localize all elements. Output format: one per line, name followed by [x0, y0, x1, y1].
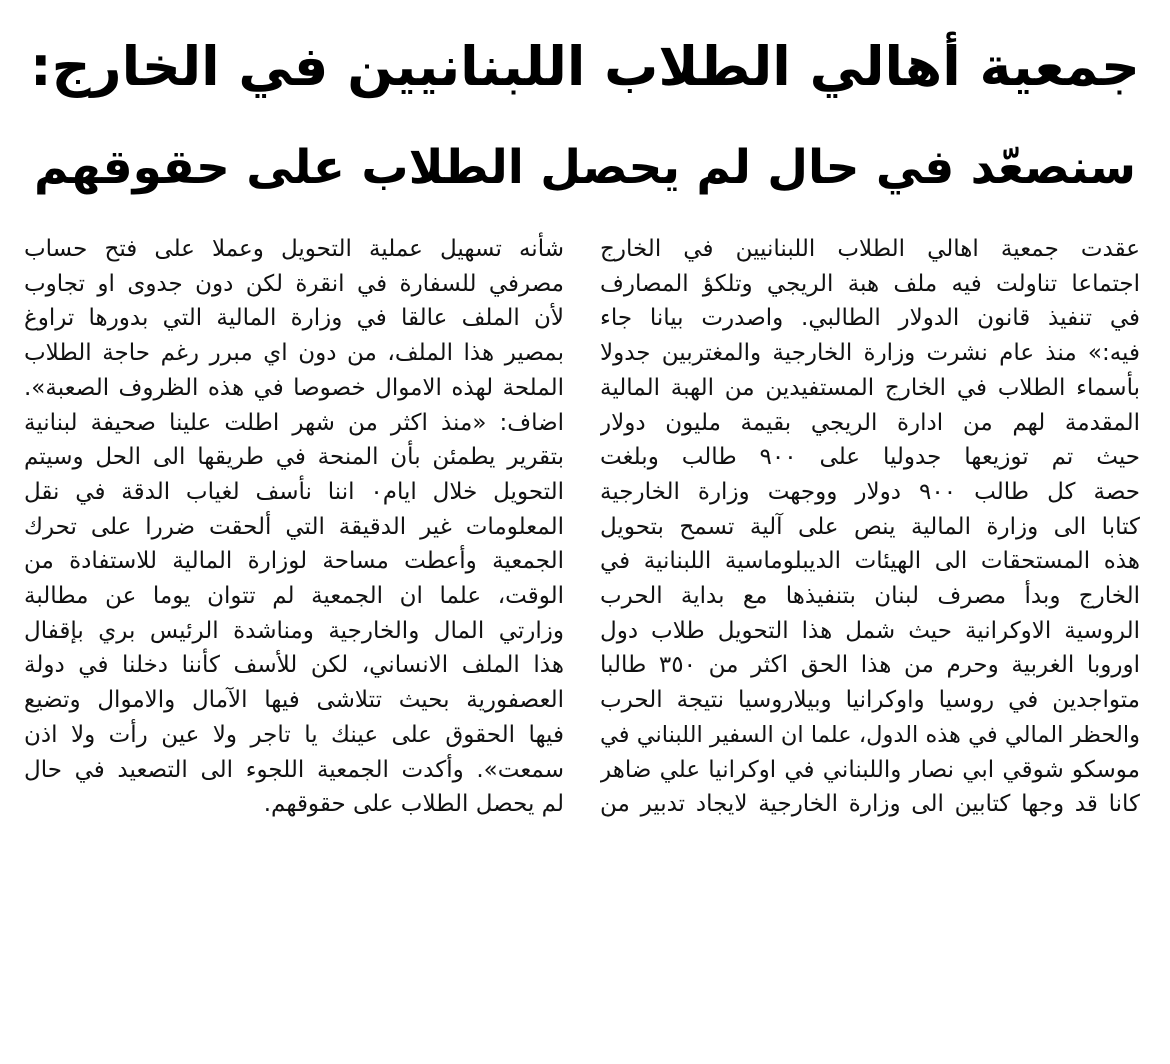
- article-headline: [24, 18, 1146, 220]
- body-line: اجتماعا تناولت فيه ملف هبة الريجي وتلكؤ المصارف: [600, 270, 1140, 297]
- body-line: كانا قد وجها كتابين الى وزارة الخارجية لايجاد تدبير من: [600, 791, 1140, 818]
- body-line: الملحة لهذه الاموال خصوصا في هذه الظروف الصعبة».: [24, 374, 564, 401]
- body-line: اوروبا الغربية وحرم من هذا الحق اكثر من ٣٥٠ طالبا: [600, 652, 1140, 679]
- body-line: لأن الملف عالقا في وزارة المالية التي بدورها تراوغ: [24, 305, 564, 332]
- body-line: موسكو شوقي ابي نصار واللبناني في اوكرانيا علي ضاهر: [600, 756, 1140, 783]
- body-line: هذا الملف الانساني، لكن للأسف كأننا دخلنا في دولة: [24, 652, 564, 679]
- body-line: فيه:» منذ عام نشرت وزارة الخارجية والمغتربين جدولا: [600, 340, 1140, 367]
- article-body: [24, 232, 1146, 1052]
- body-line: الجمعية وأعطت مساحة لوزارة المالية للاستفادة من: [24, 548, 564, 575]
- body-line: في تنفيذ قانون الدولار الطالبي. واصدرت بيانا جاء: [600, 305, 1140, 332]
- body-line: فيها الحقوق على عينك يا تاجر ولا عين رأت ولا اذن: [24, 721, 564, 748]
- body-line: عقدت جمعية اهالي الطلاب اللبنانيين في الخارج: [600, 236, 1140, 262]
- body-line: مصرفي للسفارة في انقرة لكن دون جدوى او تجاوب: [24, 270, 564, 297]
- body-line: المقدمة لهم من ادارة الريجي بقيمة مليون دولار: [600, 409, 1140, 436]
- body-line: لم يحصل الطلاب على حقوقهم.: [263, 791, 564, 818]
- body-line: هذه المستحقات الى الهيئات الديبلوماسية اللبنانية في: [600, 548, 1140, 575]
- body-line: التحويل خلال ايام٠ اننا نأسف لغياب الدقة في نقل: [24, 478, 564, 505]
- body-line: العصفورية بحيث تتلاشى فيها الآمال والاموال وتضيع: [24, 687, 564, 714]
- body-line: اضاف: «منذ اكثر من شهر اطلت علينا صحيفة لبنانية: [24, 409, 564, 436]
- headline-line-1: جمعية أهالي الطلاب اللبنانيين في الخارج:: [30, 35, 1140, 98]
- body-line: المعلومات غير الدقيقة التي ألحقت ضررا على تحرك: [24, 513, 564, 540]
- body-line: حصة كل طالب ٩٠٠ دولار ووجهت وزارة الخارجية: [600, 478, 1140, 505]
- body-line: الخارج وبدأ مصرف لبنان بتنفيذها مع بداية الحرب: [600, 583, 1140, 610]
- body-line: متواجدين في روسيا واوكرانيا وبيلاروسيا نتيجة الحرب: [600, 687, 1140, 714]
- article-column-right: [600, 232, 1140, 1052]
- body-line: شأنه تسهيل عملية التحويل وعملا على فتح حساب: [24, 236, 564, 262]
- body-line: والحظر المالي في هذه الدول، علما ان السفير اللبناني في: [600, 721, 1140, 748]
- body-line: الوقت، علما ان الجمعية لم تتوان يوما عن مطالبة: [24, 583, 564, 610]
- article-column-left: [24, 232, 564, 1052]
- body-line: سمعت». وأكدت الجمعية اللجوء الى التصعيد في حال: [24, 756, 564, 783]
- headline-line-2: سنصعّد في حال لم يحصل الطلاب على حقوقهم: [34, 140, 1136, 195]
- body-line: الروسية الاوكرانية حيث شمل هذا التحويل طلاب دول: [600, 617, 1140, 644]
- body-line: كتابا الى وزارة المالية ينص على آلية تسمح بتحويل: [600, 513, 1140, 540]
- body-line: بمصير هذا الملف، من دون اي مبرر رغم حاجة الطلاب: [24, 340, 564, 367]
- body-line: بتقرير يطمئن بأن المنحة في طريقها الى الحل وسيتم: [24, 444, 564, 471]
- body-line: بأسماء الطلاب في الخارج المستفيدين من الهبة المالية: [600, 374, 1140, 401]
- body-line: وزارتي المال والخارجية ومناشدة الرئيس بري بإقفال: [24, 617, 564, 644]
- body-line: حيث تم توزيعها جدوليا على ٩٠٠ طالب وبلغت: [600, 444, 1140, 471]
